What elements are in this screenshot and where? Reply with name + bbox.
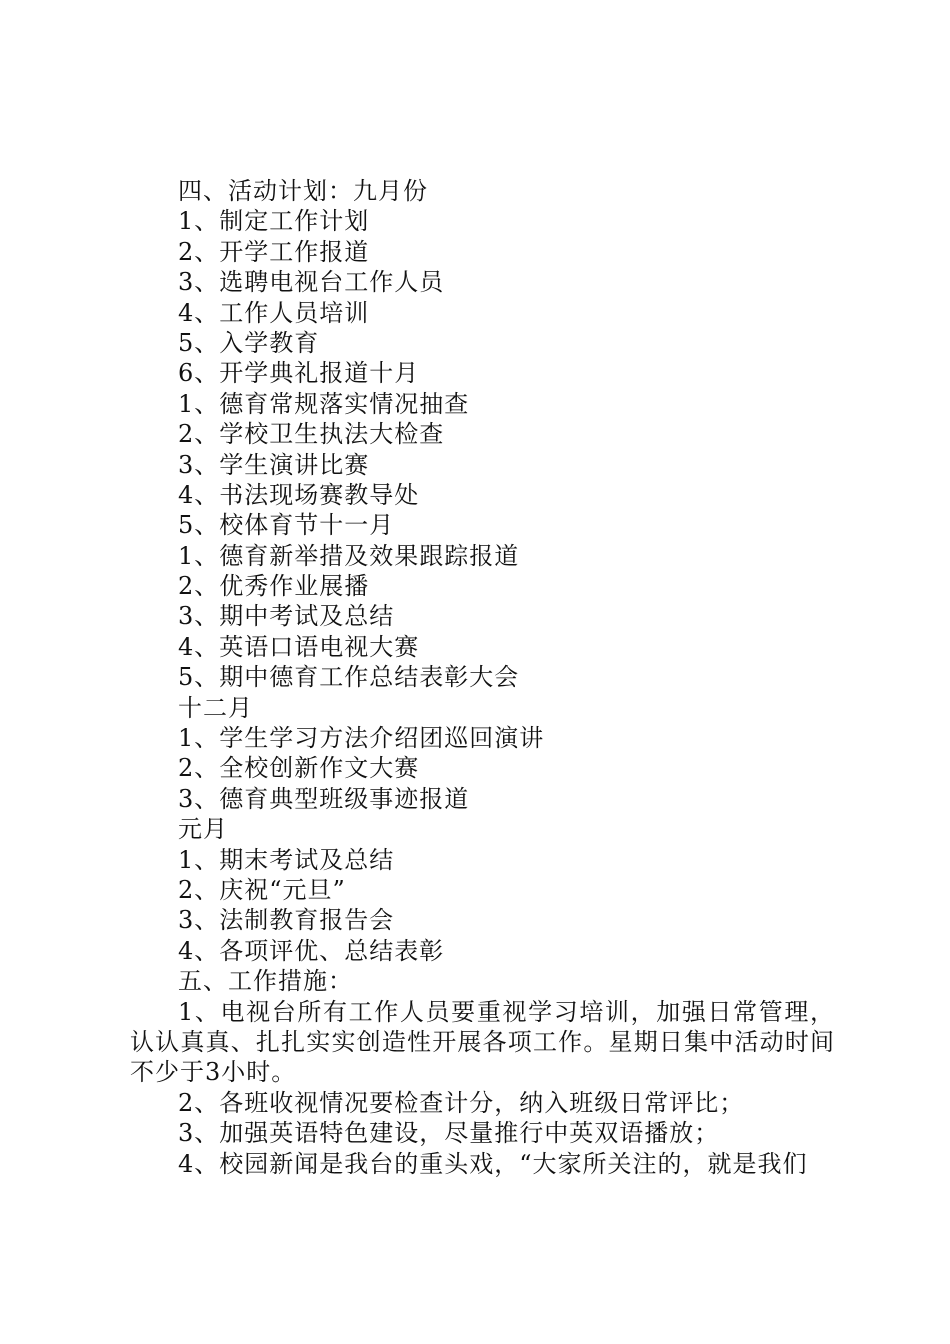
measure-paragraph-2: 2、各班收视情况要检查计分，纳入班级日常评比；: [178, 1088, 745, 1117]
list-item: 6、开学典礼报道十月: [178, 359, 420, 388]
list-item: 4、工作人员培训: [178, 298, 370, 327]
list-item: 2、开学工作报道: [178, 237, 370, 266]
list-item: 2、全校创新作文大赛: [178, 754, 420, 783]
list-item: 1、制定工作计划: [178, 207, 370, 236]
list-item: 1、德育常规落实情况抽查: [178, 389, 470, 418]
list-item: 3、期中考试及总结: [178, 602, 395, 631]
list-item: 5、期中德育工作总结表彰大会: [178, 663, 520, 692]
list-item: 3、法制教育报告会: [178, 906, 395, 935]
measure-paragraph-3: 3、加强英语特色建设，尽量推行中英双语播放；: [178, 1119, 720, 1148]
list-item: 4、英语口语电视大赛: [178, 632, 420, 661]
measure-paragraph-1: 1、电视台所有工作人员要重视学习培训，加强日常管理，认认真真、扎扎实实创造性开展各项工作。星期日集中活动时间不少于3小时。: [130, 997, 835, 1087]
list-item: 3、选聘电视台工作人员: [178, 268, 445, 297]
list-item: 3、学生演讲比赛: [178, 450, 370, 479]
list-item: 5、校体育节十一月: [178, 511, 395, 540]
list-item: 3、德育典型班级事迹报道: [178, 784, 470, 813]
section-heading-work-measures: 五、工作措施：: [178, 967, 353, 996]
document-page: [130, 176, 835, 1179]
section-heading-activity-plan: 四、活动计划：九月份: [178, 177, 428, 205]
list-item: 1、德育新举措及效果跟踪报道: [178, 541, 520, 570]
list-item: 2、优秀作业展播: [178, 572, 370, 601]
month-heading-december: 十二月: [178, 693, 253, 722]
list-item: 2、学校卫生执法大检查: [178, 420, 445, 449]
list-item: 1、学生学习方法介绍团巡回演讲: [178, 724, 545, 753]
month-heading-january: 元月: [178, 815, 228, 844]
measure-paragraph-4: 4、校园新闻是我台的重头戏，“大家所关注的，就是我们: [178, 1149, 808, 1178]
list-item: 5、入学教育: [178, 328, 320, 357]
list-item: 1、期末考试及总结: [178, 845, 395, 874]
list-item: 4、书法现场赛教导处: [178, 480, 420, 509]
list-item: 4、各项评优、总结表彰: [178, 936, 445, 965]
list-item: 2、庆祝“元旦”: [178, 875, 346, 904]
